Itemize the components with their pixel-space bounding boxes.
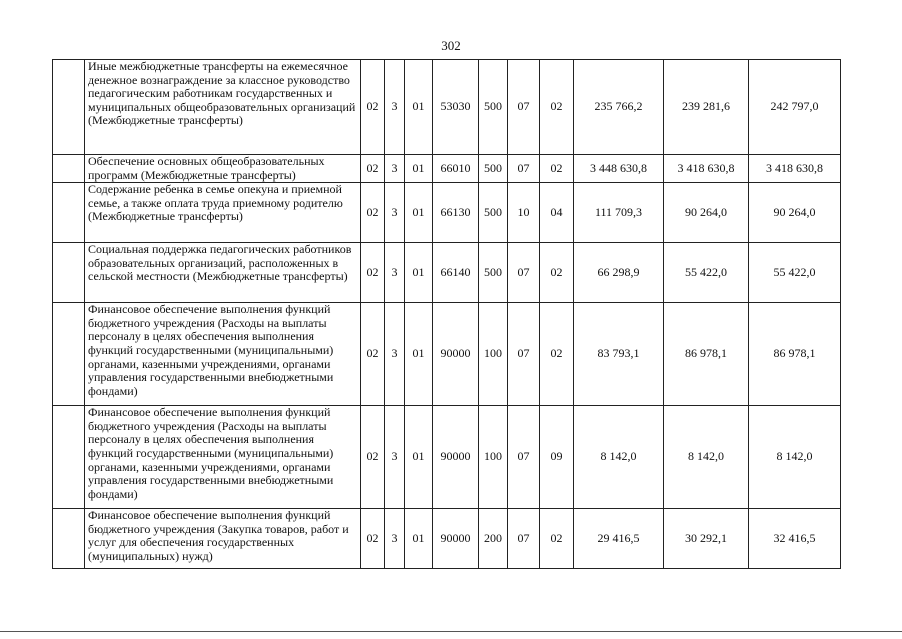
event-code-cell: 01 [405, 155, 433, 183]
table-row [53, 303, 841, 406]
amount-year-1-cell: 66 298,9 [574, 243, 664, 303]
amount-year-1-cell: 3 448 630,8 [574, 155, 664, 183]
description-cell: Финансовое обеспечение выполнения функций бюджетного учреждения (Закупка товаров, работ и услуг для обеспечения государственных (муниципальных) нужд) [85, 509, 361, 569]
page-number: 302 [441, 38, 461, 53]
amount-year-1-cell: 83 793,1 [574, 303, 664, 406]
direction-code-cell: 53030 [433, 60, 479, 155]
event-code-cell: 01 [405, 509, 433, 569]
amount-year-3-cell: 90 264,0 [749, 183, 841, 243]
description-cell: Содержание ребенка в семье опекуна и приемной семье, а также оплата труда приемному родителю (Межбюджетные трансферты) [85, 183, 361, 243]
table-row [53, 243, 841, 303]
table-row [53, 406, 841, 509]
row-number-cell [53, 406, 85, 509]
expense-type-code-cell: 500 [479, 183, 508, 243]
section-code-cell: 07 [508, 509, 540, 569]
direction-code-cell: 90000 [433, 303, 479, 406]
event-code-cell: 01 [405, 60, 433, 155]
amount-year-2-cell: 239 281,6 [664, 60, 749, 155]
row-number-cell [53, 243, 85, 303]
table-row [53, 60, 841, 155]
subsection-code-cell: 09 [540, 406, 574, 509]
expense-type-code-cell: 500 [479, 243, 508, 303]
amount-year-2-cell: 90 264,0 [664, 183, 749, 243]
budget-table-body [53, 60, 841, 569]
subsection-code-cell: 04 [540, 183, 574, 243]
subsection-code-cell: 02 [540, 509, 574, 569]
direction-code-cell: 90000 [433, 509, 479, 569]
subprogram-code-cell: 3 [385, 183, 405, 243]
amount-year-3-cell: 32 416,5 [749, 509, 841, 569]
subprogram-code-cell: 3 [385, 60, 405, 155]
amount-year-1-cell: 111 709,3 [574, 183, 664, 243]
program-code-cell: 02 [361, 406, 385, 509]
subprogram-code-cell: 3 [385, 243, 405, 303]
amount-year-2-cell: 30 292,1 [664, 509, 749, 569]
table-row [53, 155, 841, 183]
amount-year-3-cell: 242 797,0 [749, 60, 841, 155]
expense-type-code-cell: 500 [479, 155, 508, 183]
program-code-cell: 02 [361, 60, 385, 155]
description-cell: Обеспечение основных общеобразовательных программ (Межбюджетные трансферты) [85, 155, 361, 183]
section-code-cell: 10 [508, 183, 540, 243]
program-code-cell: 02 [361, 303, 385, 406]
subprogram-code-cell: 3 [385, 406, 405, 509]
direction-code-cell: 66010 [433, 155, 479, 183]
event-code-cell: 01 [405, 243, 433, 303]
table-row [53, 183, 841, 243]
description-cell: Иные межбюджетные трансферты на ежемесячное денежное вознаграждение за классное руководство педагогическим работникам государственных и муниципальных общеобразовательных организаций (Межбюджетные трансферты) [85, 60, 361, 155]
amount-year-3-cell: 86 978,1 [749, 303, 841, 406]
subprogram-code-cell: 3 [385, 509, 405, 569]
row-number-cell [53, 155, 85, 183]
program-code-cell: 02 [361, 509, 385, 569]
section-code-cell: 07 [508, 60, 540, 155]
subsection-code-cell: 02 [540, 155, 574, 183]
program-code-cell: 02 [361, 243, 385, 303]
row-number-cell [53, 509, 85, 569]
expense-type-code-cell: 200 [479, 509, 508, 569]
row-number-cell [53, 303, 85, 406]
event-code-cell: 01 [405, 406, 433, 509]
direction-code-cell: 66130 [433, 183, 479, 243]
subprogram-code-cell: 3 [385, 303, 405, 406]
subsection-code-cell: 02 [540, 303, 574, 406]
expense-type-code-cell: 100 [479, 406, 508, 509]
subsection-code-cell: 02 [540, 60, 574, 155]
direction-code-cell: 90000 [433, 406, 479, 509]
amount-year-2-cell: 86 978,1 [664, 303, 749, 406]
section-code-cell: 07 [508, 303, 540, 406]
amount-year-1-cell: 29 416,5 [574, 509, 664, 569]
description-cell: Финансовое обеспечение выполнения функций бюджетного учреждения (Расходы на выплаты персоналу в целях обеспечения выполнения функций государственными (муниципальными) органами, казенными учреждениями, органами управления государственными внебюджетными фондами) [85, 406, 361, 509]
row-number-cell [53, 60, 85, 155]
description-cell: Социальная поддержка педагогических работников образовательных организаций, расположенных в сельской местности (Межбюджетные трансферты) [85, 243, 361, 303]
expense-type-code-cell: 500 [479, 60, 508, 155]
subprogram-code-cell: 3 [385, 155, 405, 183]
program-code-cell: 02 [361, 155, 385, 183]
event-code-cell: 01 [405, 183, 433, 243]
amount-year-3-cell: 8 142,0 [749, 406, 841, 509]
amount-year-1-cell: 8 142,0 [574, 406, 664, 509]
amount-year-2-cell: 55 422,0 [664, 243, 749, 303]
expense-type-code-cell: 100 [479, 303, 508, 406]
subsection-code-cell: 02 [540, 243, 574, 303]
section-code-cell: 07 [508, 243, 540, 303]
amount-year-1-cell: 235 766,2 [574, 60, 664, 155]
table-row [53, 509, 841, 569]
budget-table [52, 59, 841, 569]
description-cell: Финансовое обеспечение выполнения функций бюджетного учреждения (Расходы на выплаты персоналу в целях обеспечения выполнения функций государственными (муниципальными) органами, казенными учреждениями, органами управления государственными внебюджетными фондами) [85, 303, 361, 406]
amount-year-2-cell: 3 418 630,8 [664, 155, 749, 183]
amount-year-3-cell: 3 418 630,8 [749, 155, 841, 183]
event-code-cell: 01 [405, 303, 433, 406]
direction-code-cell: 66140 [433, 243, 479, 303]
section-code-cell: 07 [508, 406, 540, 509]
amount-year-2-cell: 8 142,0 [664, 406, 749, 509]
program-code-cell: 02 [361, 183, 385, 243]
page-bottom-rule [0, 631, 902, 632]
row-number-cell [53, 183, 85, 243]
amount-year-3-cell: 55 422,0 [749, 243, 841, 303]
section-code-cell: 07 [508, 155, 540, 183]
